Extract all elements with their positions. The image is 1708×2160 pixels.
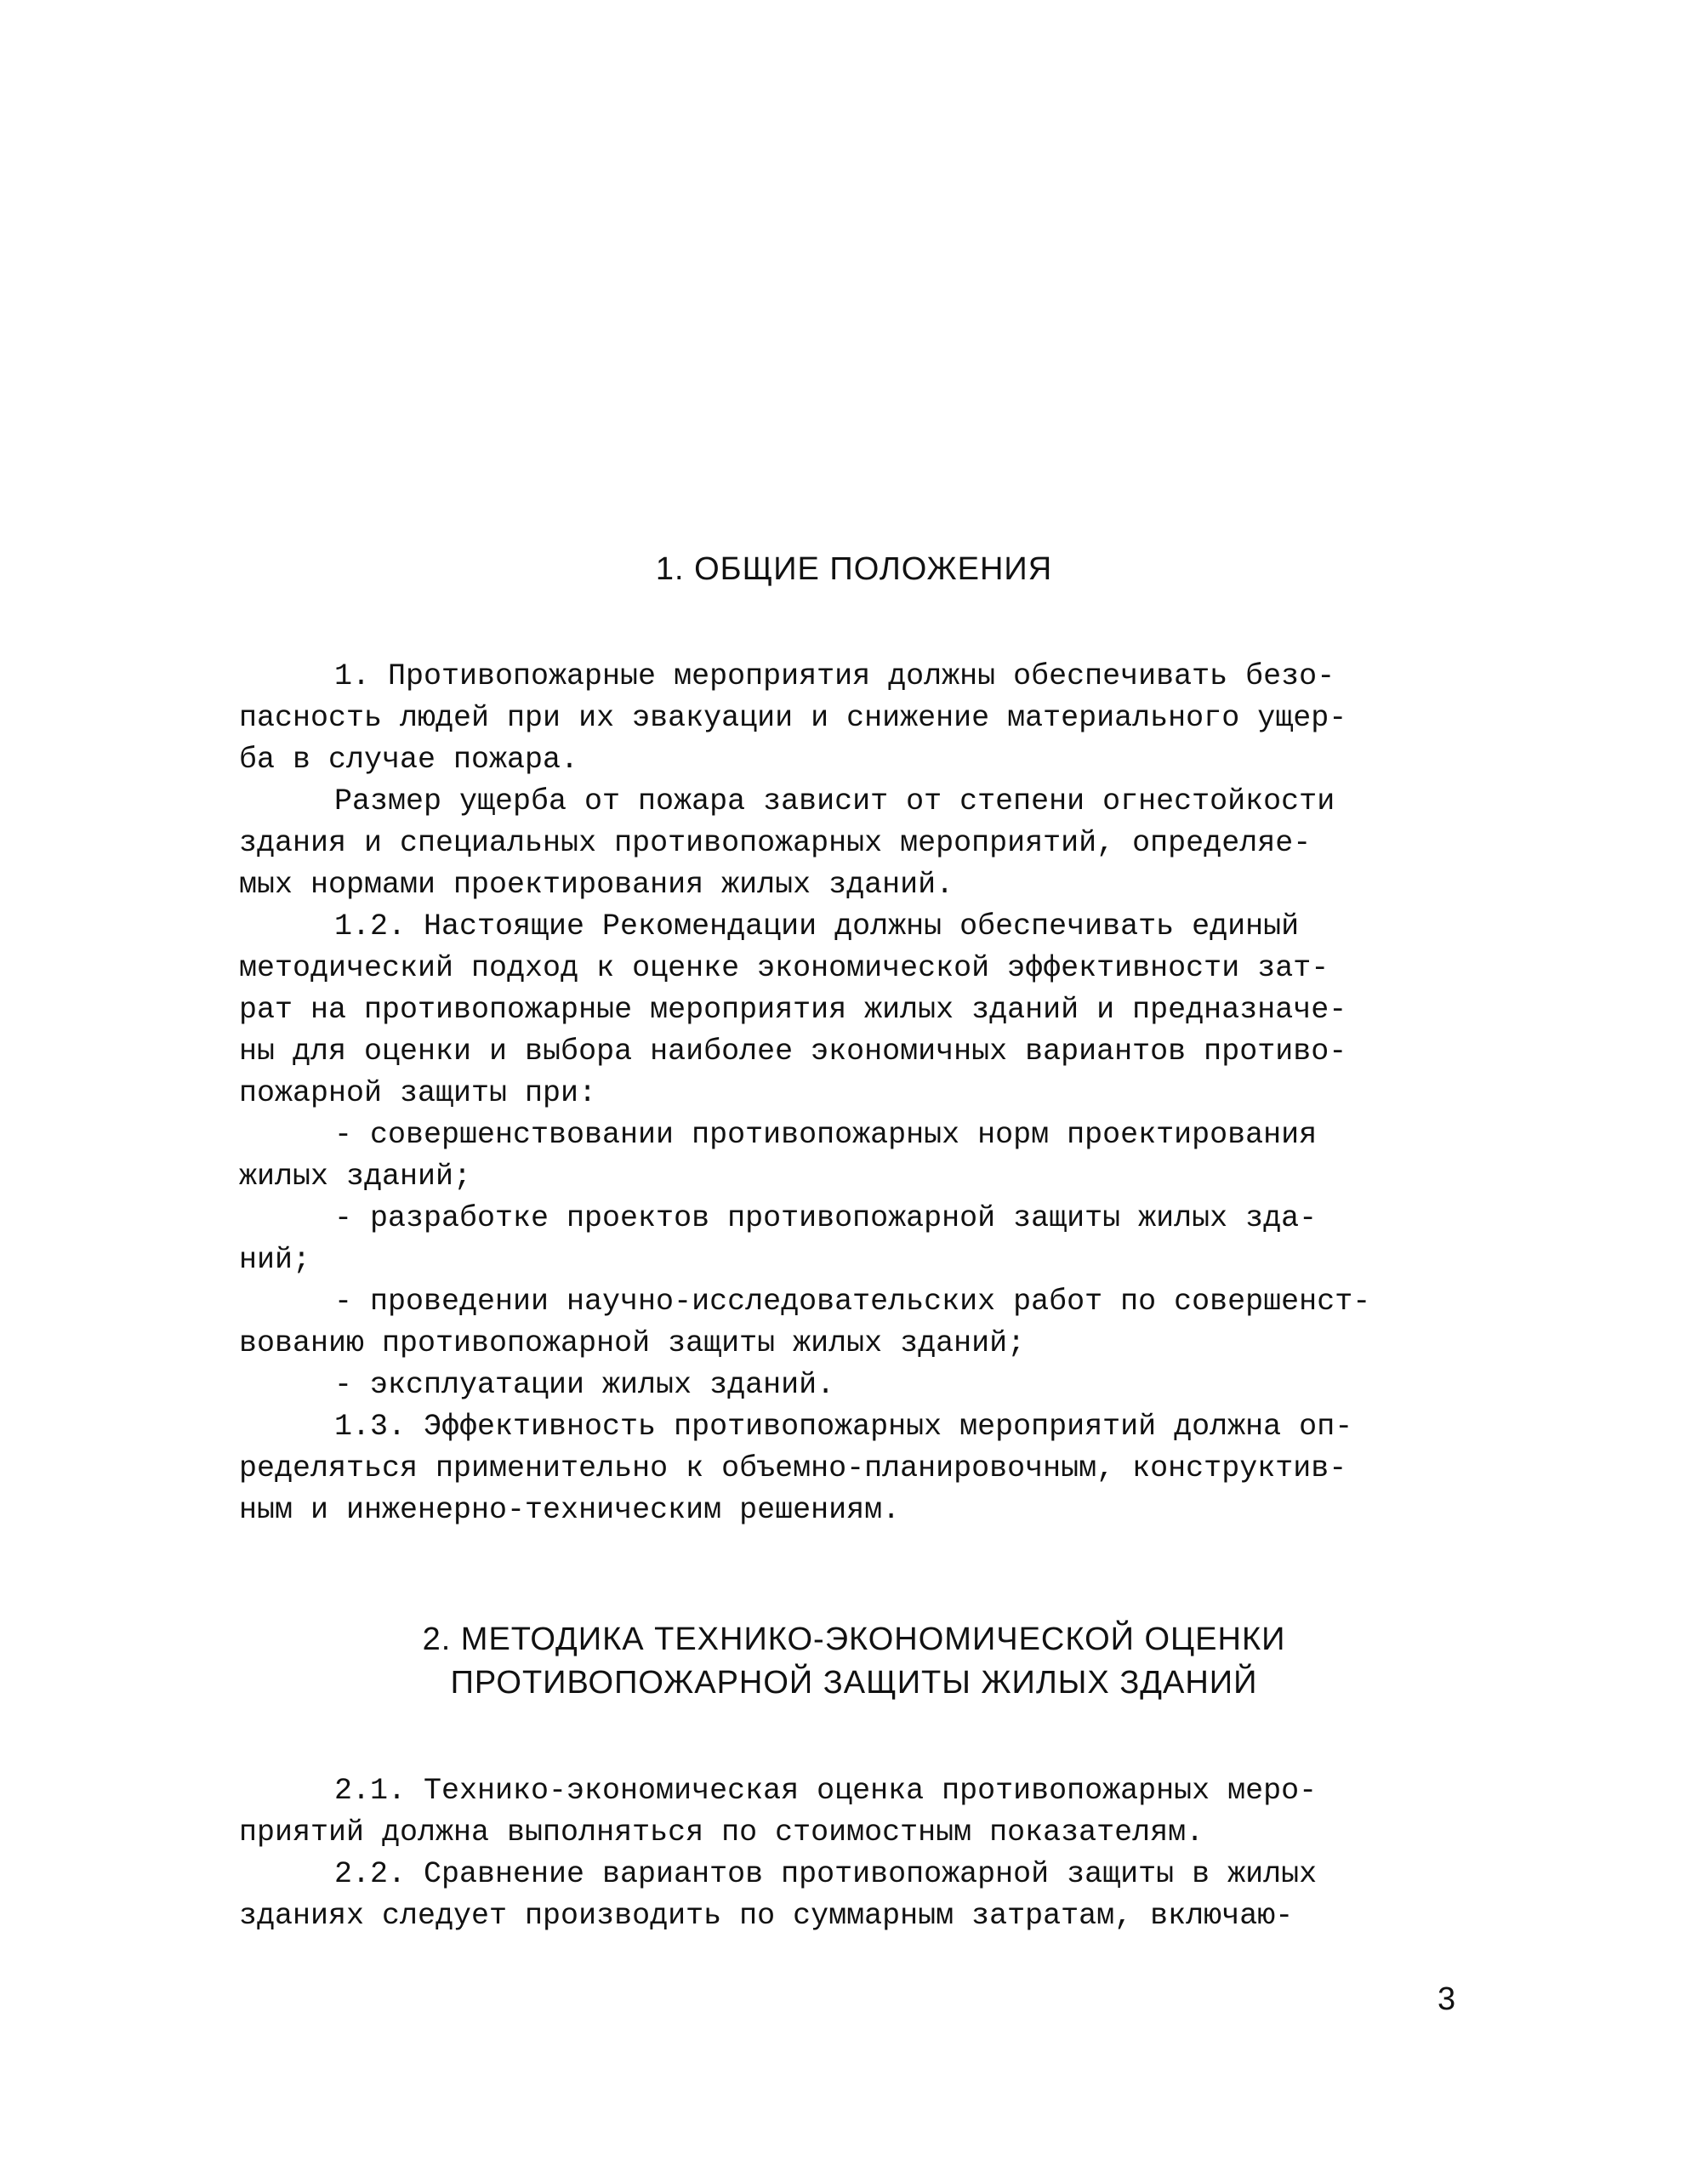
paragraph-line: ределяться применительно к объемно-планировочным, конструктив- bbox=[239, 1451, 1347, 1485]
paragraph-line: 2.1. Технико-экономическая оценка противопожарных меро- bbox=[334, 1774, 1318, 1808]
paragraph-line: ба в случае пожара. bbox=[239, 743, 579, 777]
section-2-title-line-1: 2. МЕТОДИКА ТЕХНИКО-ЭКОНОМИЧЕСКОЙ ОЦЕНКИ bbox=[422, 1621, 1286, 1657]
paragraph-line: Размер ущерба от пожара зависит от степени огнестойкости bbox=[334, 784, 1335, 818]
list-item-line: - разработке проектов противопожарной защиты жилых зда- bbox=[334, 1201, 1318, 1235]
list-item-line: жилых зданий; bbox=[239, 1160, 472, 1194]
paragraph-line: ным и инженерно-техническим решениям. bbox=[239, 1493, 901, 1527]
paragraph-line: мых нормами проектирования жилых зданий. bbox=[239, 868, 954, 902]
paragraph-line: 1. Противопожарные мероприятия должны обеспечивать безо- bbox=[334, 659, 1335, 693]
paragraph-line: пасность людей при их эвакуации и снижение материального ущер- bbox=[239, 701, 1347, 735]
list-item-line: - совершенствовании противопожарных норм проектирования bbox=[334, 1118, 1318, 1152]
list-item-line: - эксплуатации жилых зданий. bbox=[334, 1368, 835, 1402]
list-item-line: - проведении научно-исследовательских работ по совершенст- bbox=[334, 1285, 1371, 1319]
paragraph-line: ны для оценки и выбора наиболее экономичных вариантов противо- bbox=[239, 1034, 1347, 1069]
section-1-title: 1. ОБЩИЕ ПОЛОЖЕНИЯ bbox=[655, 551, 1053, 587]
paragraph-line: 1.3. Эффективность противопожарных мероприятий должна оп- bbox=[334, 1410, 1353, 1444]
section-2-title-line-2: ПРОТИВОПОЖАРНОЙ ЗАЩИТЫ ЖИЛЫХ ЗДАНИЙ bbox=[450, 1665, 1258, 1701]
paragraph-line: приятий должна выполняться по стоимостным показателям. bbox=[239, 1815, 1204, 1849]
paragraph-line: 1.2. Настоящие Рекомендации должны обеспечивать единый bbox=[334, 909, 1300, 943]
page-number: 3 bbox=[1438, 1981, 1456, 2017]
paragraph-line: 2.2. Сравнение вариантов противопожарной защиты в жилых bbox=[334, 1857, 1318, 1891]
list-item-line: ний; bbox=[239, 1243, 311, 1277]
paragraph-line: зданиях следует производить по суммарным затратам, включаю- bbox=[239, 1899, 1294, 1933]
paragraph-line: пожарной защиты при: bbox=[239, 1076, 597, 1110]
paragraph-line: здания и специальных противопожарных мероприятий, определяе- bbox=[239, 826, 1312, 860]
paragraph-line: рат на противопожарные мероприятия жилых зданий и предназначе- bbox=[239, 993, 1347, 1027]
paragraph-line: методический подход к оценке экономической эффективности зат- bbox=[239, 951, 1329, 985]
list-item-line: вованию противопожарной защиты жилых зданий; bbox=[239, 1326, 1026, 1360]
